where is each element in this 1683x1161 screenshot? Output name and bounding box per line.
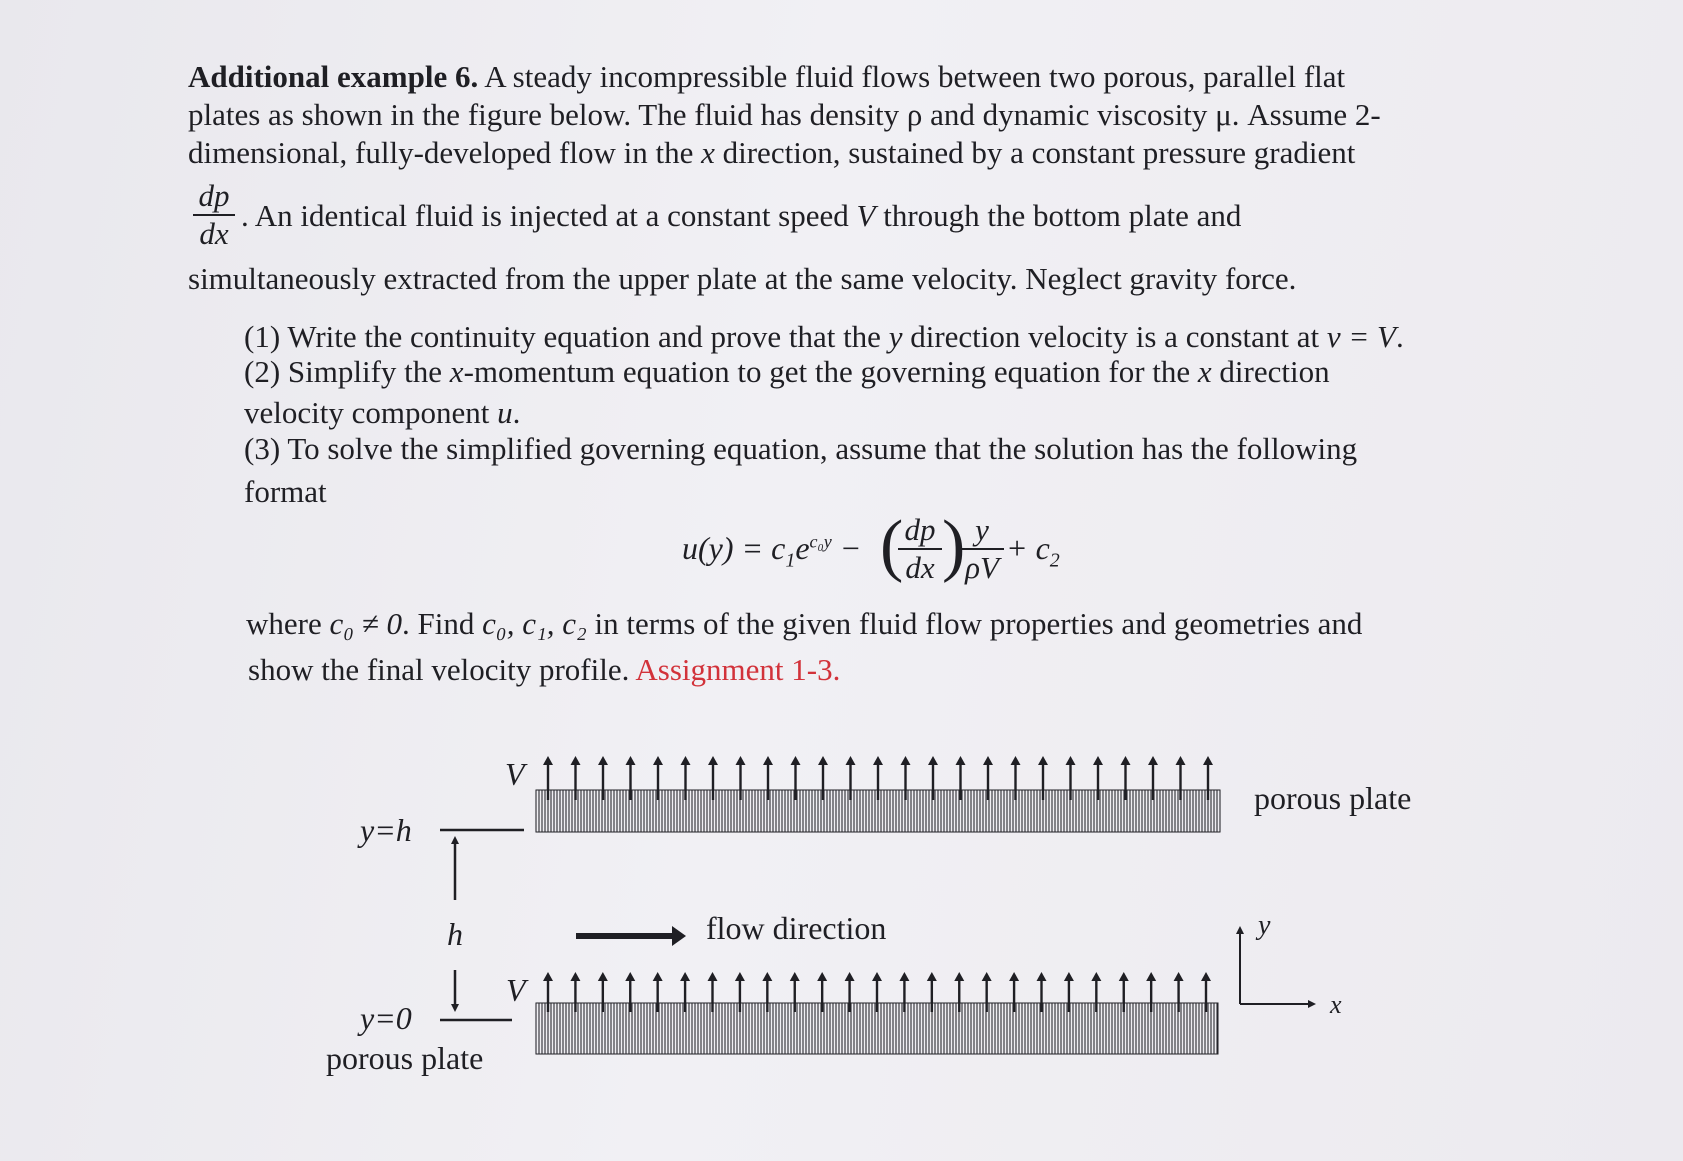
question-1: (1) Write the continuity equation and prove that the y direction velocity is a constant at v = V. bbox=[244, 319, 1404, 354]
label-axis-x: x bbox=[1330, 990, 1342, 1019]
flow-arrow-head bbox=[1064, 972, 1074, 981]
flow-arrow-head bbox=[653, 972, 663, 981]
eq-constant: + $c_2$ bbox=[1006, 530, 1060, 572]
flow-arrow-head bbox=[763, 756, 773, 765]
velocity-equation: $u(y) = c_1e^{c_0y}$ − bbox=[682, 530, 862, 572]
flow-arrow-head bbox=[956, 756, 966, 765]
paren-right: ) bbox=[942, 507, 966, 584]
flow-arrow-head bbox=[1148, 756, 1158, 765]
flow-arrow-head bbox=[817, 972, 827, 981]
flow-arrow-head bbox=[1146, 972, 1156, 981]
problem-line-2: plates as shown in the figure below. The fluid has density ρ and dynamic viscosity μ. Assume 2- bbox=[188, 97, 1381, 132]
flow-arrow-head bbox=[543, 972, 553, 981]
flow-arrow-head bbox=[1121, 756, 1131, 765]
eq-dp-dx-fraction: dp dx bbox=[898, 512, 942, 586]
flow-arrow-head bbox=[681, 756, 691, 765]
where-line-1: where c₀ ≠ 0. Find c₀, c₁, c₂ in terms of the given fluid flow properties and geometries and bbox=[246, 606, 1363, 641]
flow-arrow-head bbox=[672, 926, 686, 946]
flow-arrow-head bbox=[1201, 972, 1211, 981]
flow-arrow-head bbox=[625, 972, 635, 981]
flow-arrow-head bbox=[791, 756, 801, 765]
flow-arrow-head bbox=[570, 972, 580, 981]
problem-line-1: Additional example 6. A steady incompressible fluid flows between two porous, parallel flat bbox=[188, 59, 1346, 94]
flow-arrow-head bbox=[1174, 972, 1184, 981]
label-porous-plate-top: porous plate bbox=[1254, 780, 1412, 816]
flow-arrow-head bbox=[927, 972, 937, 981]
flow-arrow-head bbox=[790, 972, 800, 981]
label-h: h bbox=[447, 916, 463, 952]
question-3-format: format bbox=[244, 474, 327, 509]
label-V-top: V bbox=[505, 756, 525, 792]
flow-arrow-head bbox=[928, 756, 938, 765]
label-y-0: y=0 bbox=[360, 1000, 412, 1036]
label-flow-direction: flow direction bbox=[706, 910, 887, 946]
question-2: (2) Simplify the x-momentum equation to get the governing equation for the x direction bbox=[244, 354, 1330, 389]
label-V-bottom: V bbox=[506, 972, 526, 1008]
flow-arrow-head bbox=[818, 756, 828, 765]
bottom-injection-arrows bbox=[543, 972, 1211, 1012]
problem-line-3: dimensional, fully-developed flow in the x direction, sustained by a constant pressure gradient bbox=[188, 135, 1356, 170]
flow-arrow-head bbox=[1066, 756, 1076, 765]
problem-line-5: simultaneously extracted from the upper plate at the same velocity. Neglect gravity force. bbox=[188, 261, 1297, 296]
flow-arrow-head bbox=[872, 972, 882, 981]
flow-arrow-head bbox=[708, 756, 718, 765]
problem-line-4: . An identical fluid is injected at a constant speed V through the bottom plate and bbox=[241, 198, 1242, 233]
flow-arrow-head bbox=[983, 756, 993, 765]
flow-arrow-head bbox=[708, 972, 718, 981]
flow-arrow-head bbox=[543, 756, 553, 765]
flow-arrow-head bbox=[1203, 756, 1213, 765]
flow-arrow-head bbox=[1037, 972, 1047, 981]
flow-arrow-head bbox=[899, 972, 909, 981]
paren-left: ( bbox=[880, 507, 904, 584]
flow-arrow-head bbox=[1176, 756, 1186, 765]
question-3: (3) To solve the simplified governing equation, assume that the solution has the following bbox=[244, 431, 1358, 466]
flow-arrow-head bbox=[736, 756, 746, 765]
flow-arrow-head bbox=[982, 972, 992, 981]
problem-heading: Additional example 6. bbox=[188, 59, 479, 94]
label-porous-plate-bottom: porous plate bbox=[326, 1040, 484, 1076]
flow-arrow-head bbox=[845, 972, 855, 981]
assignment-note: Assignment 1-3. bbox=[635, 652, 841, 687]
where-line-2: show the final velocity profile. Assignment 1-3. bbox=[248, 652, 841, 687]
flow-arrow-head bbox=[653, 756, 663, 765]
flow-arrow-head bbox=[1093, 756, 1103, 765]
flow-arrow-head bbox=[626, 756, 636, 765]
flow-arrow-head bbox=[1038, 756, 1048, 765]
question-2-cont: velocity component u. bbox=[244, 395, 521, 430]
flow-arrow-head bbox=[1119, 972, 1129, 981]
flow-arrow-head bbox=[598, 972, 608, 981]
flow-arrow-head bbox=[735, 972, 745, 981]
label-y-h: y=h bbox=[360, 812, 412, 848]
flow-arrow-head bbox=[571, 756, 581, 765]
pressure-gradient-fraction: dp dx bbox=[193, 178, 235, 252]
label-axis-y: y bbox=[1258, 910, 1271, 941]
flow-arrow-head bbox=[1011, 756, 1021, 765]
flow-arrow-head bbox=[598, 756, 608, 765]
flow-arrow-head bbox=[873, 756, 883, 765]
flow-arrow-head bbox=[762, 972, 772, 981]
flow-arrow-head bbox=[954, 972, 964, 981]
flow-arrow-head bbox=[846, 756, 856, 765]
flow-arrow-head bbox=[1009, 972, 1019, 981]
flow-arrow-head bbox=[680, 972, 690, 981]
eq-y-rhoV-fraction: y ρV bbox=[960, 512, 1004, 586]
flow-arrow-head bbox=[901, 756, 911, 765]
flow-arrow-head bbox=[1091, 972, 1101, 981]
